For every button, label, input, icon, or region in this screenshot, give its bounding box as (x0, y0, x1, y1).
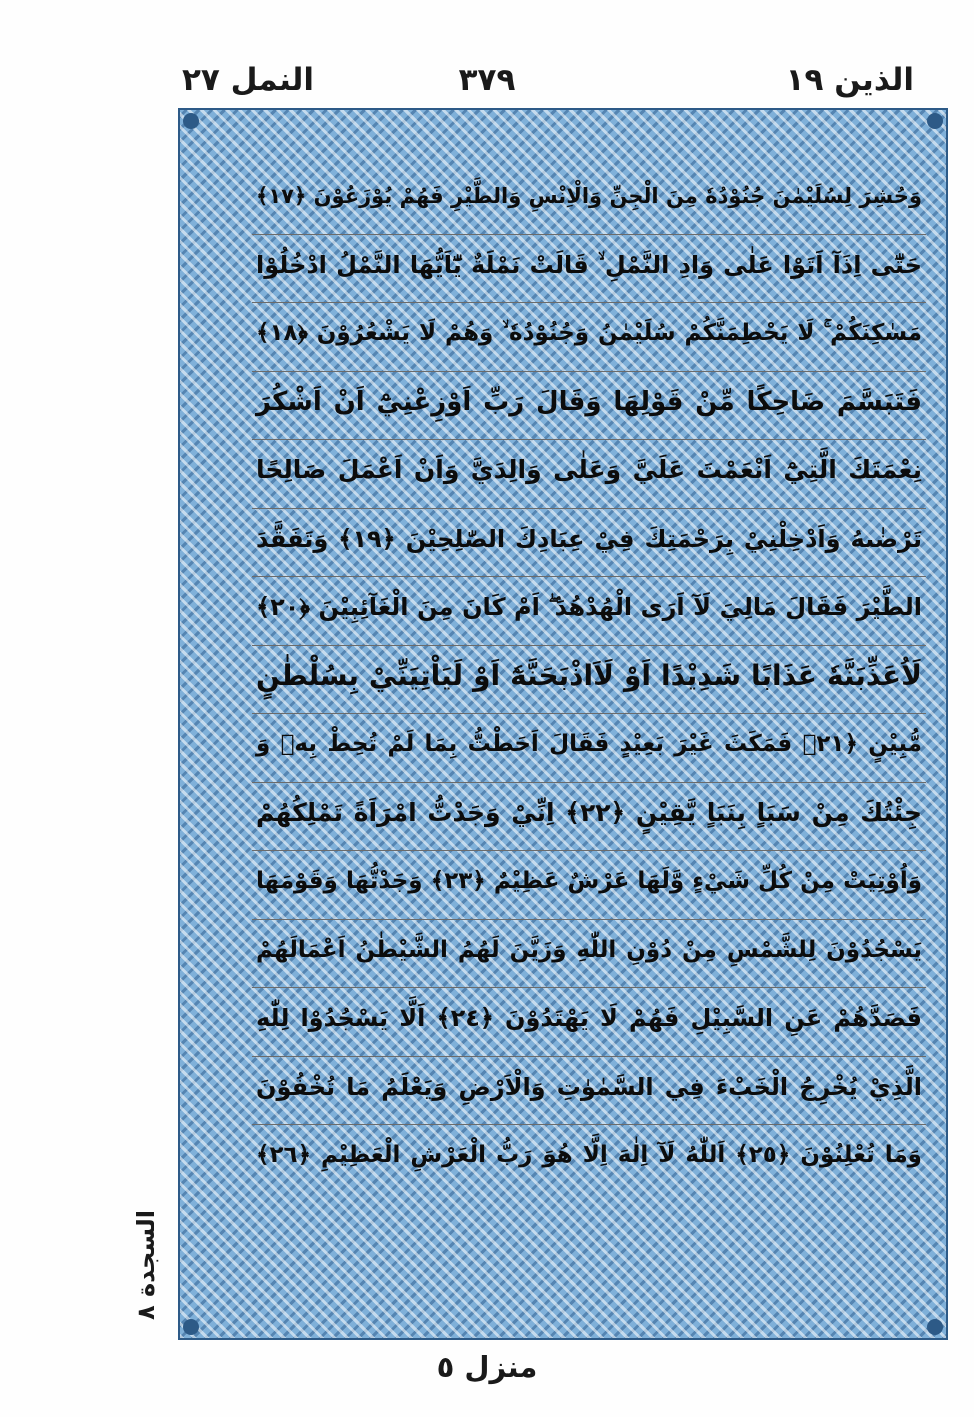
manzil-footer: منزل ٥ (436, 1350, 538, 1384)
text-line-8: لَاُعَذِّبَنَّهٗ عَذَابًا شَدِيْدًا اَوْ لَاَاذْبَحَنَّهٗٓ اَوْ لَيَاْتِيَنِّيْ بِسُلْطٰنٍ (252, 646, 926, 715)
text-line-10: جِئْتُكَ مِنْ سَبَاٍ بِنَبَاٍ يَّقِيْنٍ ﴿٢٢﴾ اِنِّيْ وَجَدْتُّ امْرَاَةً تَمْلِكُهُمْ (252, 783, 926, 852)
corner-ornament-icon (183, 1319, 199, 1335)
corner-ornament-icon (927, 113, 943, 129)
text-line-6: تَرْضٰىهُ وَاَدْخِلْنِيْ بِرَحْمَتِكَ فِيْ عِبَادِكَ الصّٰلِحِيْنَ ﴿١٩﴾ وَتَفَقَّدَ (252, 509, 926, 578)
sajda-margin-note: السجدة ٨ (132, 1210, 160, 1320)
text-line-15: وَمَا تُعْلِنُوْنَ ﴿٢٥﴾ اَللّٰهُ لَآ اِلٰهَ اِلَّا هُوَ رَبُّ الْعَرْشِ الْعَظِيْمِ ﴿٢٦﴾ (256, 1142, 922, 1168)
text-line-9: مُّبِيْنٍ ﴿٢١﴾ فَمَكَثَ غَيْرَ بَعِيْدٍ فَقَالَ اَحَطْتُّ بِمَا لَمْ تُحِطْ بِهٖ وَ (252, 714, 926, 783)
corner-ornament-icon (183, 113, 199, 129)
text-line-11: وَاُوْتِيَتْ مِنْ كُلِّ شَيْءٍ وَّلَهَا عَرْشٌ عَظِيْمٌ ﴿٢٣﴾ وَجَدْتُّهَا وَقَوْمَهَا (252, 851, 926, 920)
text-line-14: الَّذِيْ يُخْرِجُ الْخَبْءَ فِي السَّمٰوٰتِ وَالْاَرْضِ وَيَعْلَمُ مَا تُخْفُوْنَ (252, 1057, 926, 1126)
text-line-3: مَسٰكِنَكُمْ ۚ لَا يَحْطِمَنَّكُمْ سُلَيْمٰنُ وَجُنُوْدُهٗ ۙ وَهُمْ لَا يَشْعُرُوْنَ ﴿١٨﴾ (252, 303, 926, 372)
verse-text-block (200, 130, 926, 1318)
text-line-5: نِعْمَتَكَ الَّتِيْٓ اَنْعَمْتَ عَلَيَّ وَعَلٰى وَالِدَيَّ وَاَنْ اَعْمَلَ صَالِحًا (252, 440, 926, 509)
text-line-13: فَصَدَّهُمْ عَنِ السَّبِيْلِ فَهُمْ لَا يَهْتَدُوْنَ ﴿٢٤﴾ اَلَّا يَسْجُدُوْا لِلّٰهِ (252, 988, 926, 1057)
text-line-2: حَتّٰٓى اِذَآ اَتَوْا عَلٰى وَادِ النَّمْلِ ۙ قَالَتْ نَمْلَةٌ يّٰٓاَيُّهَا النَّمْلُ ادْخُلُوْا (252, 235, 926, 304)
page-number: ٣٧٩ (458, 62, 516, 98)
text-line-7: الطَّيْرَ فَقَالَ مَالِيَ لَآ اَرَى الْهُدْهُدَ ۖ اَمْ كَانَ مِنَ الْغَآئِبِيْنَ ﴿٢٠﴾ (252, 577, 926, 646)
text-line-1: وَحُشِرَ لِسُلَيْمٰنَ جُنُوْدُهٗ مِنَ الْجِنِّ وَالْاِنْسِ وَالطَّيْرِ فَهُمْ يُوْزَعُوْنَ ﴿١٧﴾ (252, 166, 926, 235)
text-line-4: فَتَبَسَّمَ ضَاحِكًا مِّنْ قَوْلِهَا وَقَالَ رَبِّ اَوْزِعْنِيْٓ اَنْ اَشْكُرَ (252, 372, 926, 441)
corner-ornament-icon (927, 1319, 943, 1335)
text-line-12: يَسْجُدُوْنَ لِلشَّمْسِ مِنْ دُوْنِ اللّٰهِ وَزَيَّنَ لَهُمُ الشَّيْطٰنُ اَعْمَالَهُمْ (252, 920, 926, 989)
juz-header: الذين ١٩ (785, 62, 914, 98)
surah-header: النمل ٢٧ (182, 62, 315, 98)
